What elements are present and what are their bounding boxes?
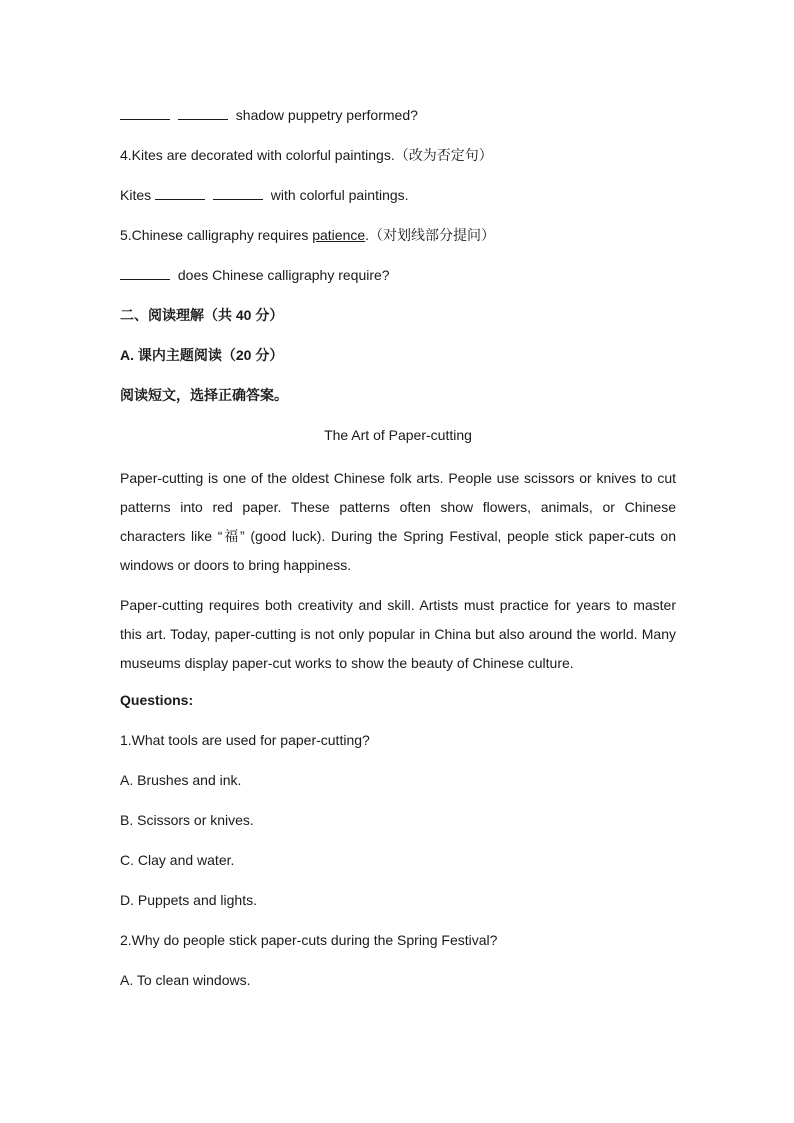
q5-prompt-end: . bbox=[365, 227, 370, 243]
q5-underlined-word: patience bbox=[312, 227, 366, 243]
question-2: 2.Why do people stick paper-cuts during the Spring Festival? bbox=[120, 932, 498, 948]
document-page bbox=[120, 104, 676, 1009]
section-instruction: 阅读短文，选择正确答案。 bbox=[120, 387, 288, 403]
q3-answer-line bbox=[120, 104, 676, 126]
passage-title: The Art of Paper-cutting bbox=[324, 427, 472, 443]
q4-line-end: with colorful paintings. bbox=[270, 187, 409, 203]
q4-prompt-text: 4.Kites are decorated with colorful paintings. bbox=[120, 147, 395, 163]
q5-prompt-start: 5.Chinese calligraphy requires bbox=[120, 227, 313, 243]
q1-option-a[interactable]: A. Brushes and ink. bbox=[120, 772, 242, 788]
q1-option-b[interactable]: B. Scissors or knives. bbox=[120, 812, 254, 828]
answer-blank[interactable] bbox=[178, 105, 228, 120]
q1-option-d[interactable]: D. Puppets and lights. bbox=[120, 892, 257, 908]
q5-line-end: does Chinese calligraphy require? bbox=[177, 267, 390, 283]
question-1: 1.What tools are used for paper-cutting? bbox=[120, 732, 370, 748]
q5-note: （对划线部分提问） bbox=[369, 227, 496, 243]
q1-option-c[interactable]: C. Clay and water. bbox=[120, 852, 235, 868]
passage-paragraph-2: Paper-cutting requires both creativity and skill. Artists must practice for years to master this art. Today, paper-cutting is not only popular in China but also around the world. Many museums display paper-cut works to show the beauty of Chinese culture. bbox=[120, 597, 676, 671]
q5-prompt bbox=[120, 224, 676, 246]
section-subheading: A. 课内主题阅读（20 分） bbox=[120, 347, 284, 363]
q5-answer-line bbox=[120, 264, 676, 286]
questions-label: Questions: bbox=[120, 692, 194, 708]
q4-note: （改为否定句） bbox=[394, 147, 493, 163]
answer-blank[interactable] bbox=[120, 265, 170, 280]
q4-line-start: Kites bbox=[120, 187, 152, 203]
passage-paragraph-1: Paper-cutting is one of the oldest Chinese folk arts. People use scissors or knives to cut patterns into red paper. These patterns often show flowers, animals, or Chinese characters like “福” (good luck). During the Spring Festival, people stick paper-cuts on windows or doors to bring happiness. bbox=[120, 470, 676, 573]
q4-prompt bbox=[120, 144, 676, 166]
answer-blank[interactable] bbox=[120, 105, 170, 120]
answer-blank[interactable] bbox=[213, 185, 263, 200]
q2-option-a[interactable]: A. To clean windows. bbox=[120, 972, 251, 988]
q3-line-text: shadow puppetry performed? bbox=[235, 107, 418, 123]
section-heading: 二、阅读理解（共 40 分） bbox=[120, 307, 284, 323]
answer-blank[interactable] bbox=[155, 185, 205, 200]
q4-answer-line bbox=[120, 184, 676, 206]
